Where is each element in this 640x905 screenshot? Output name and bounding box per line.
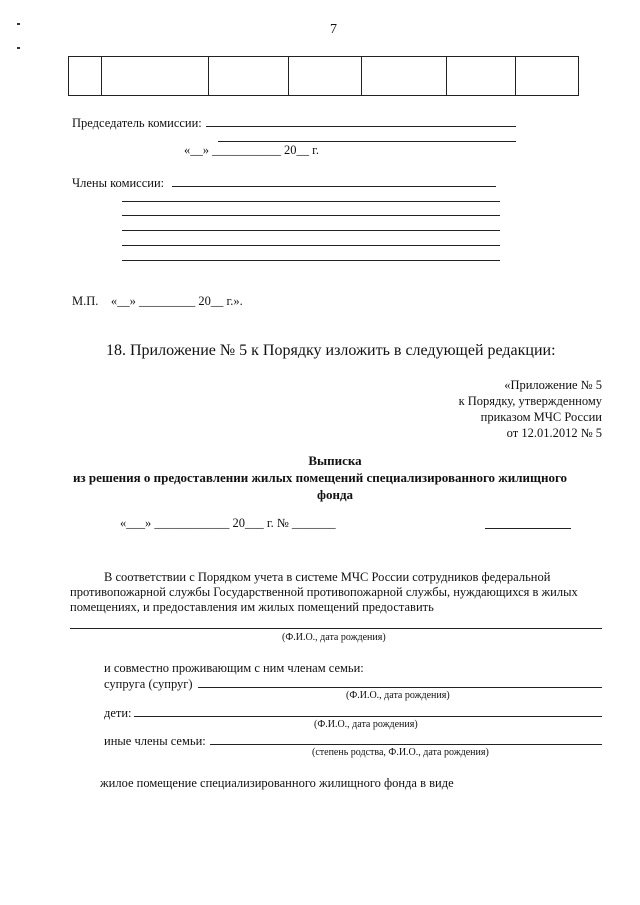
title-line: из решения о предоставлении жилых помещений специализированного жилищного	[72, 470, 568, 485]
chairman-date: «__» ___________ 20__ г.	[184, 143, 319, 157]
body-text	[70, 570, 602, 615]
children-caption: (Ф.И.О., дата рождения)	[314, 719, 418, 730]
body-line: помещениях, и предоставления им жилых помещений предоставить	[70, 600, 434, 614]
appendix-ref	[459, 377, 602, 441]
scan-speck	[17, 47, 20, 49]
spouse-label: супруга (супруг)	[104, 677, 193, 691]
item-18: 18. Приложение № 5 к Порядку изложить в следующей редакции:	[106, 342, 556, 359]
stamp-date-line: М.П. «__» _________ 20__ г.».	[72, 294, 243, 308]
appendix-ref-line: к Порядку, утвержденному	[458, 394, 602, 408]
children-label: дети:	[104, 706, 132, 720]
page-number: 7	[330, 22, 337, 37]
members-line	[172, 186, 496, 187]
appendix-ref-line: от 12.01.2012 № 5	[506, 426, 602, 440]
title-line: фонда	[316, 487, 354, 502]
chairman-label: Председатель комиссии:	[72, 116, 202, 130]
members-label: Члены комиссии:	[72, 176, 165, 190]
members-line	[122, 215, 500, 216]
children-line	[134, 716, 602, 717]
chairman-signature-line	[206, 126, 516, 127]
members-line	[122, 260, 500, 261]
recipient-line	[70, 628, 602, 629]
signature-line	[485, 528, 571, 529]
members-line	[122, 245, 500, 246]
others-caption: (степень родства, Ф.И.О., дата рождения)	[312, 747, 489, 758]
scan-speck	[17, 23, 20, 25]
members-line	[122, 230, 500, 231]
family-intro: и совместно проживающим с ним членам семьи:	[104, 661, 364, 675]
date-number-line: «___» ____________ 20___ г. № _______	[120, 516, 336, 530]
final-line: жилое помещение специализированного жилищного фонда в виде	[100, 776, 454, 790]
appendix-ref-line: «Приложение № 5	[504, 378, 602, 392]
others-label: иные члены семьи:	[104, 734, 206, 748]
spouse-caption: (Ф.И.О., дата рождения)	[346, 690, 450, 701]
members-line	[122, 201, 500, 202]
appendix-ref-line: приказом МЧС России	[480, 410, 602, 424]
body-line: В соответствии с Порядком учета в системе МЧС России сотрудников федеральной	[104, 570, 551, 584]
form-table	[68, 56, 579, 96]
body-line: противопожарной службы Государственной противопожарной службы, нуждающихся в жилых	[70, 585, 578, 599]
others-line	[210, 744, 602, 745]
recipient-caption: (Ф.И.О., дата рождения)	[282, 632, 386, 643]
spouse-line	[198, 687, 602, 688]
chairman-name-line	[218, 141, 516, 142]
document-title	[0, 452, 640, 503]
title-line: Выписка	[308, 453, 362, 468]
